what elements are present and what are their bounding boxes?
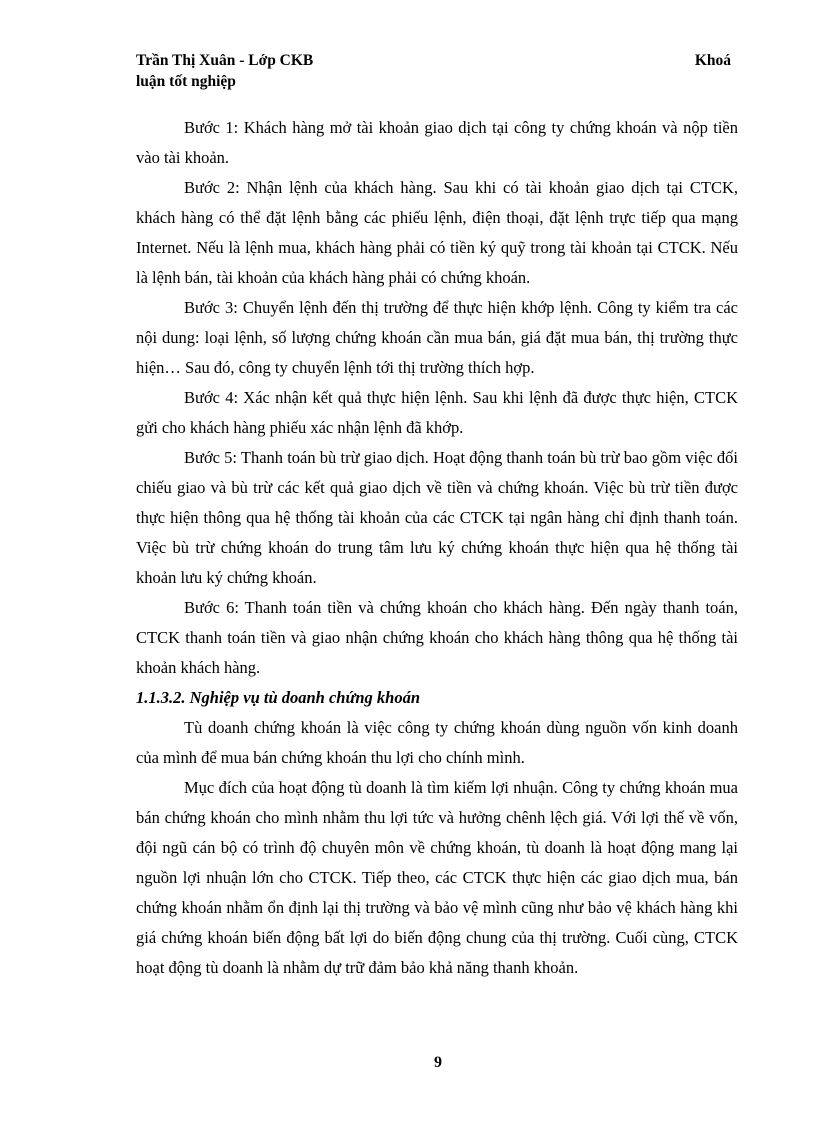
page-number: 9 [434,1054,442,1071]
paragraph-section-intro: Tù doanh chứng khoán là việc công ty chứng khoán dùng nguồn vốn kinh doanh của mình để mua bán chứng khoán thu lợi cho chính mình. [136,718,738,767]
header-author-class: Trần Thị Xuân - Lớp CKB [136,52,314,69]
page-header [136,50,731,92]
paragraph-step-3: Bước 3: Chuyển lệnh đến thị trường để thực hiện khớp lệnh. Công ty kiểm tra các nội dung: loại lệnh, số lượng chứng khoán cần mua bán, giá đặt mua bán, thị trường thực hiện… Sau đó, công ty chuyển lệnh tới thị trường thích hợp. [136,298,738,377]
paragraph-step-6: Bước 6: Thanh toán tiền và chứng khoán cho khách hàng. Đến ngày thanh toán, CTCK thanh toán tiền và giao nhận chứng khoán cho khách hàng thông qua hệ thống tài khoản khách hàng. [136,598,738,677]
paragraph-section-purpose: Mục đích của hoạt động tù doanh là tìm kiếm lợi nhuận. Công ty chứng khoán mua bán chứng khoán cho mình nhằm thu lợi tức và hưởng chênh lệch giá. Với lợi thế về vốn, đội ngũ cán bộ có trình độ chuyên môn về chứng khoán, tù doanh là hoạt động mang lại nguồn lợi nhuận lớn cho CTCK. Tiếp theo, các CTCK thực hiện các giao dịch mua, bán chứng khoán nhằm ổn định lại thị trường và bảo vệ mình cũng như bảo vệ khách hàng khi giá chứng khoán biến động bất lợi do biến động chung của thị trường. Cuối cùng, CTCK hoạt động tù doanh là nhằm dự trữ đảm bảo khả năng thanh khoản. [136,778,738,977]
header-thesis-label-continued: luận tốt nghiệp [136,73,236,90]
header-thesis-label: Khoá [694,52,731,69]
paragraph-step-1: Bước 1: Khách hàng mở tài khoản giao dịch tại công ty chứng khoán và nộp tiền vào tài khoản. [136,118,738,167]
paragraph-step-2: Bước 2: Nhận lệnh của khách hàng. Sau khi có tài khoản giao dịch tại CTCK, khách hàng có thể đặt lệnh bằng các phiếu lệnh, điện thoại, đặt lệnh trực tiếp qua mạng Internet. Nếu là lệnh mua, khách hàng phải có tiền ký quỹ trong tài khoản tại CTCK. Nếu là lệnh bán, tài khoản của khách hàng phải có chứng khoán. [136,178,738,287]
section-heading: 1.1.3.2. Nghiệp vụ tù doanh chứng khoán [136,688,421,707]
document-body [136,113,738,983]
paragraph-step-4: Bước 4: Xác nhận kết quả thực hiện lệnh. Sau khi lệnh đã được thực hiện, CTCK gửi cho khách hàng phiếu xác nhận lệnh đã khớp. [136,388,738,437]
paragraph-step-5: Bước 5: Thanh toán bù trừ giao dịch. Hoạt động thanh toán bù trừ bao gồm việc đối chiếu giao và bù trừ các kết quả giao dịch về tiền và chứng khoán. Việc bù trừ tiền được thực hiện thông qua hệ thống tài khoản của các CTCK tại ngân hàng chỉ định thanh toán. Việc bù trừ chứng khoán do trung tâm lưu ký chứng khoán thực hiện qua hệ thống tài khoản lưu ký chứng khoán. [136,448,738,587]
